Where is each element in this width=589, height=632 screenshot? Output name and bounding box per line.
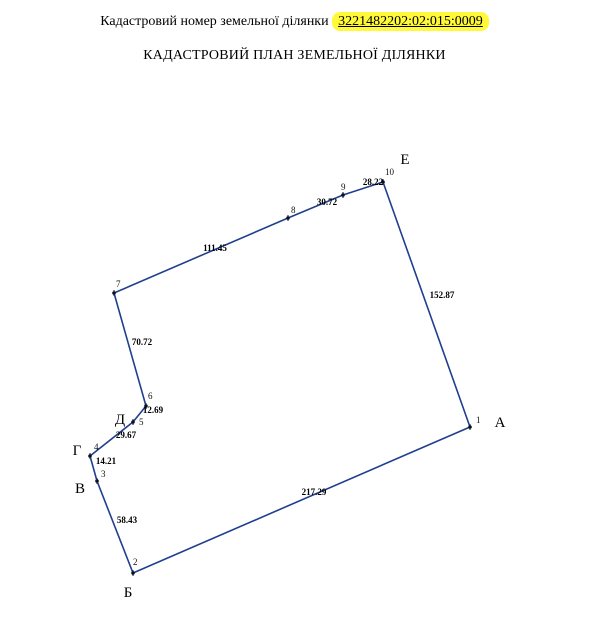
distance-label-10: 152.87 <box>429 290 455 300</box>
distance-label-5: 12.69 <box>142 405 164 415</box>
vertex-letter-10: Е <box>400 152 410 168</box>
vertex-letter-1: А <box>494 415 506 431</box>
cadastral-number: 3221482202:02:015:0009 <box>332 12 489 31</box>
vertex-number-1: 1 <box>476 415 481 425</box>
vertex-7 <box>112 291 116 295</box>
vertex-8 <box>286 216 290 220</box>
boundary-edge-6 <box>114 293 146 406</box>
vertex-1 <box>468 425 472 429</box>
distance-label-7: 111.45 <box>203 243 227 253</box>
vertex-number-6: 6 <box>148 391 153 401</box>
vertex-number-5: 5 <box>139 417 144 427</box>
vertex-letter-2: Б <box>123 585 133 601</box>
distance-label-9: 28.22 <box>362 177 384 187</box>
cadastral-number-prefix: Кадастровий номер земельної ділянки <box>100 14 333 29</box>
vertex-number-10: 10 <box>385 167 394 177</box>
vertex-3 <box>95 479 99 483</box>
boundary-edge-10 <box>383 182 470 427</box>
plan-title: КАДАСТРОВИЙ ПЛАН ЗЕМЕЛЬНОЇ ДІЛЯНКИ <box>143 48 446 63</box>
distance-label-8: 30.72 <box>316 197 338 207</box>
vertex-2 <box>131 571 135 575</box>
vertex-5 <box>131 420 135 424</box>
boundary-edge-1 <box>133 427 470 573</box>
vertex-letter-5: Д <box>114 412 126 428</box>
distance-label-2: 58.43 <box>116 515 138 525</box>
vertex-number-7: 7 <box>116 279 121 289</box>
distance-label-6: 70.72 <box>131 337 153 347</box>
vertex-number-8: 8 <box>291 205 296 215</box>
boundary-edge-2 <box>97 481 133 573</box>
boundary-edge-7 <box>114 218 288 293</box>
vertex-number-9: 9 <box>341 182 346 192</box>
distance-label-1: 217.29 <box>301 487 327 497</box>
vertex-number-4: 4 <box>94 442 99 452</box>
vertex-number-3: 3 <box>101 469 106 479</box>
vertex-letter-3: В <box>74 481 86 497</box>
distance-label-3: 14.21 <box>95 456 117 466</box>
vertex-letter-4: Г <box>72 443 82 459</box>
vertex-9 <box>341 193 345 197</box>
vertex-number-2: 2 <box>133 557 138 567</box>
distance-label-4: 29.67 <box>115 430 137 440</box>
vertex-4 <box>88 454 92 458</box>
